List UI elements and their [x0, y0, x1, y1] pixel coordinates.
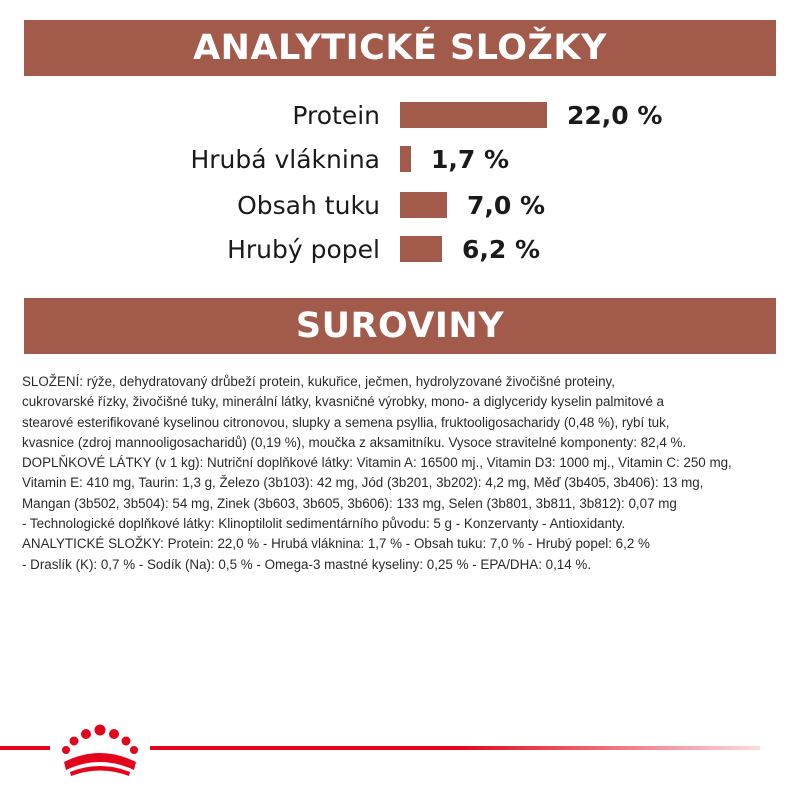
- nutrient-row-fat: [0, 186, 800, 226]
- analytic-components-title: ANALYTICKÉ SLOŽKY: [193, 28, 607, 68]
- composition-text: [22, 372, 782, 575]
- nutrient-value: 22,0 %: [567, 101, 663, 130]
- composition-line: stearové esterifikované kyselinou citronovou, slupky a semena psyllia, fruktooligosacharidy (0,48 %), rybí tuk,: [22, 414, 670, 430]
- composition-line: ANALYTICKÉ SLOŽKY: Protein: 22,0 % - Hrubá vláknina: 1,7 % - Obsah tuku: 7,0 % - Hrubý popel: 6,2 %: [22, 536, 650, 552]
- nutrient-bar: [400, 192, 447, 218]
- composition-line: - Draslík (K): 0,7 % - Sodík (Na): 0,5 % - Omega-3 mastné kyseliny: 0,25 % - EPA/DHA: 0,14 %.: [22, 556, 592, 572]
- analytic-components-banner: [24, 20, 776, 76]
- nutrient-row-ash: [0, 230, 800, 270]
- nutrient-value: 1,7 %: [431, 145, 510, 174]
- nutrient-row-protein: [0, 96, 800, 136]
- nutrient-label: Protein: [292, 101, 380, 130]
- nutrient-bar: [400, 146, 411, 172]
- royal-crown-icon-svg: [50, 718, 150, 780]
- nutrient-value: 7,0 %: [467, 191, 546, 220]
- royal-crown-icon: [50, 718, 150, 780]
- nutrient-bar: [400, 236, 442, 262]
- composition-line: DOPLŇKOVÉ LÁTKY (v 1 kg): Nutriční doplňkové látky: Vitamin A: 16500 mj., Vitamin D3: 1000 mj., Vitamin C: 250 mg,: [22, 455, 732, 471]
- composition-line: cukrovarské řízky, živočišné tuky, minerální látky, kvasničné výrobky, mono- a diglyceridy kyselin palmitové a: [22, 394, 664, 410]
- nutrient-bar: [400, 102, 547, 128]
- nutrient-label: Hrubá vláknina: [190, 145, 380, 174]
- raw-materials-title: SUROVINY: [295, 306, 505, 346]
- composition-line: Vitamin E: 410 mg, Taurin: 1,3 g, Železo (3b103): 42 mg, Jód (3b201, 3b202): 4,2 mg, Měď (3b405, 3b406): 13 mg,: [22, 475, 704, 491]
- raw-materials-banner: [24, 298, 776, 354]
- nutrient-label: Obsah tuku: [237, 191, 380, 220]
- nutrient-label: Hrubý popel: [227, 235, 380, 264]
- nutrient-row-fiber: [0, 140, 800, 180]
- nutrient-value: 6,2 %: [462, 235, 541, 264]
- composition-line: SLOŽENÍ: rýže, dehydratovaný drůbeží protein, kukuřice, ječmen, hydrolyzované živočišné proteiny,: [22, 374, 615, 389]
- composition-line: kvasnice (zdroj mannooligosacharidů) (0,19 %), moučka z aksamitníku. Vysoce stravitelné komponenty: 82,4 %.: [22, 434, 687, 450]
- composition-line: Mangan (3b502, 3b504): 54 mg, Zinek (3b603, 3b605, 3b606): 133 mg, Selen (3b801, 3b811, 3b812): 0,07 mg: [22, 495, 677, 511]
- composition-line: - Technologické doplňkové látky: Klinoptilolit sedimentárního původu: 5 g - Konzervanty - Antioxidanty.: [22, 516, 626, 532]
